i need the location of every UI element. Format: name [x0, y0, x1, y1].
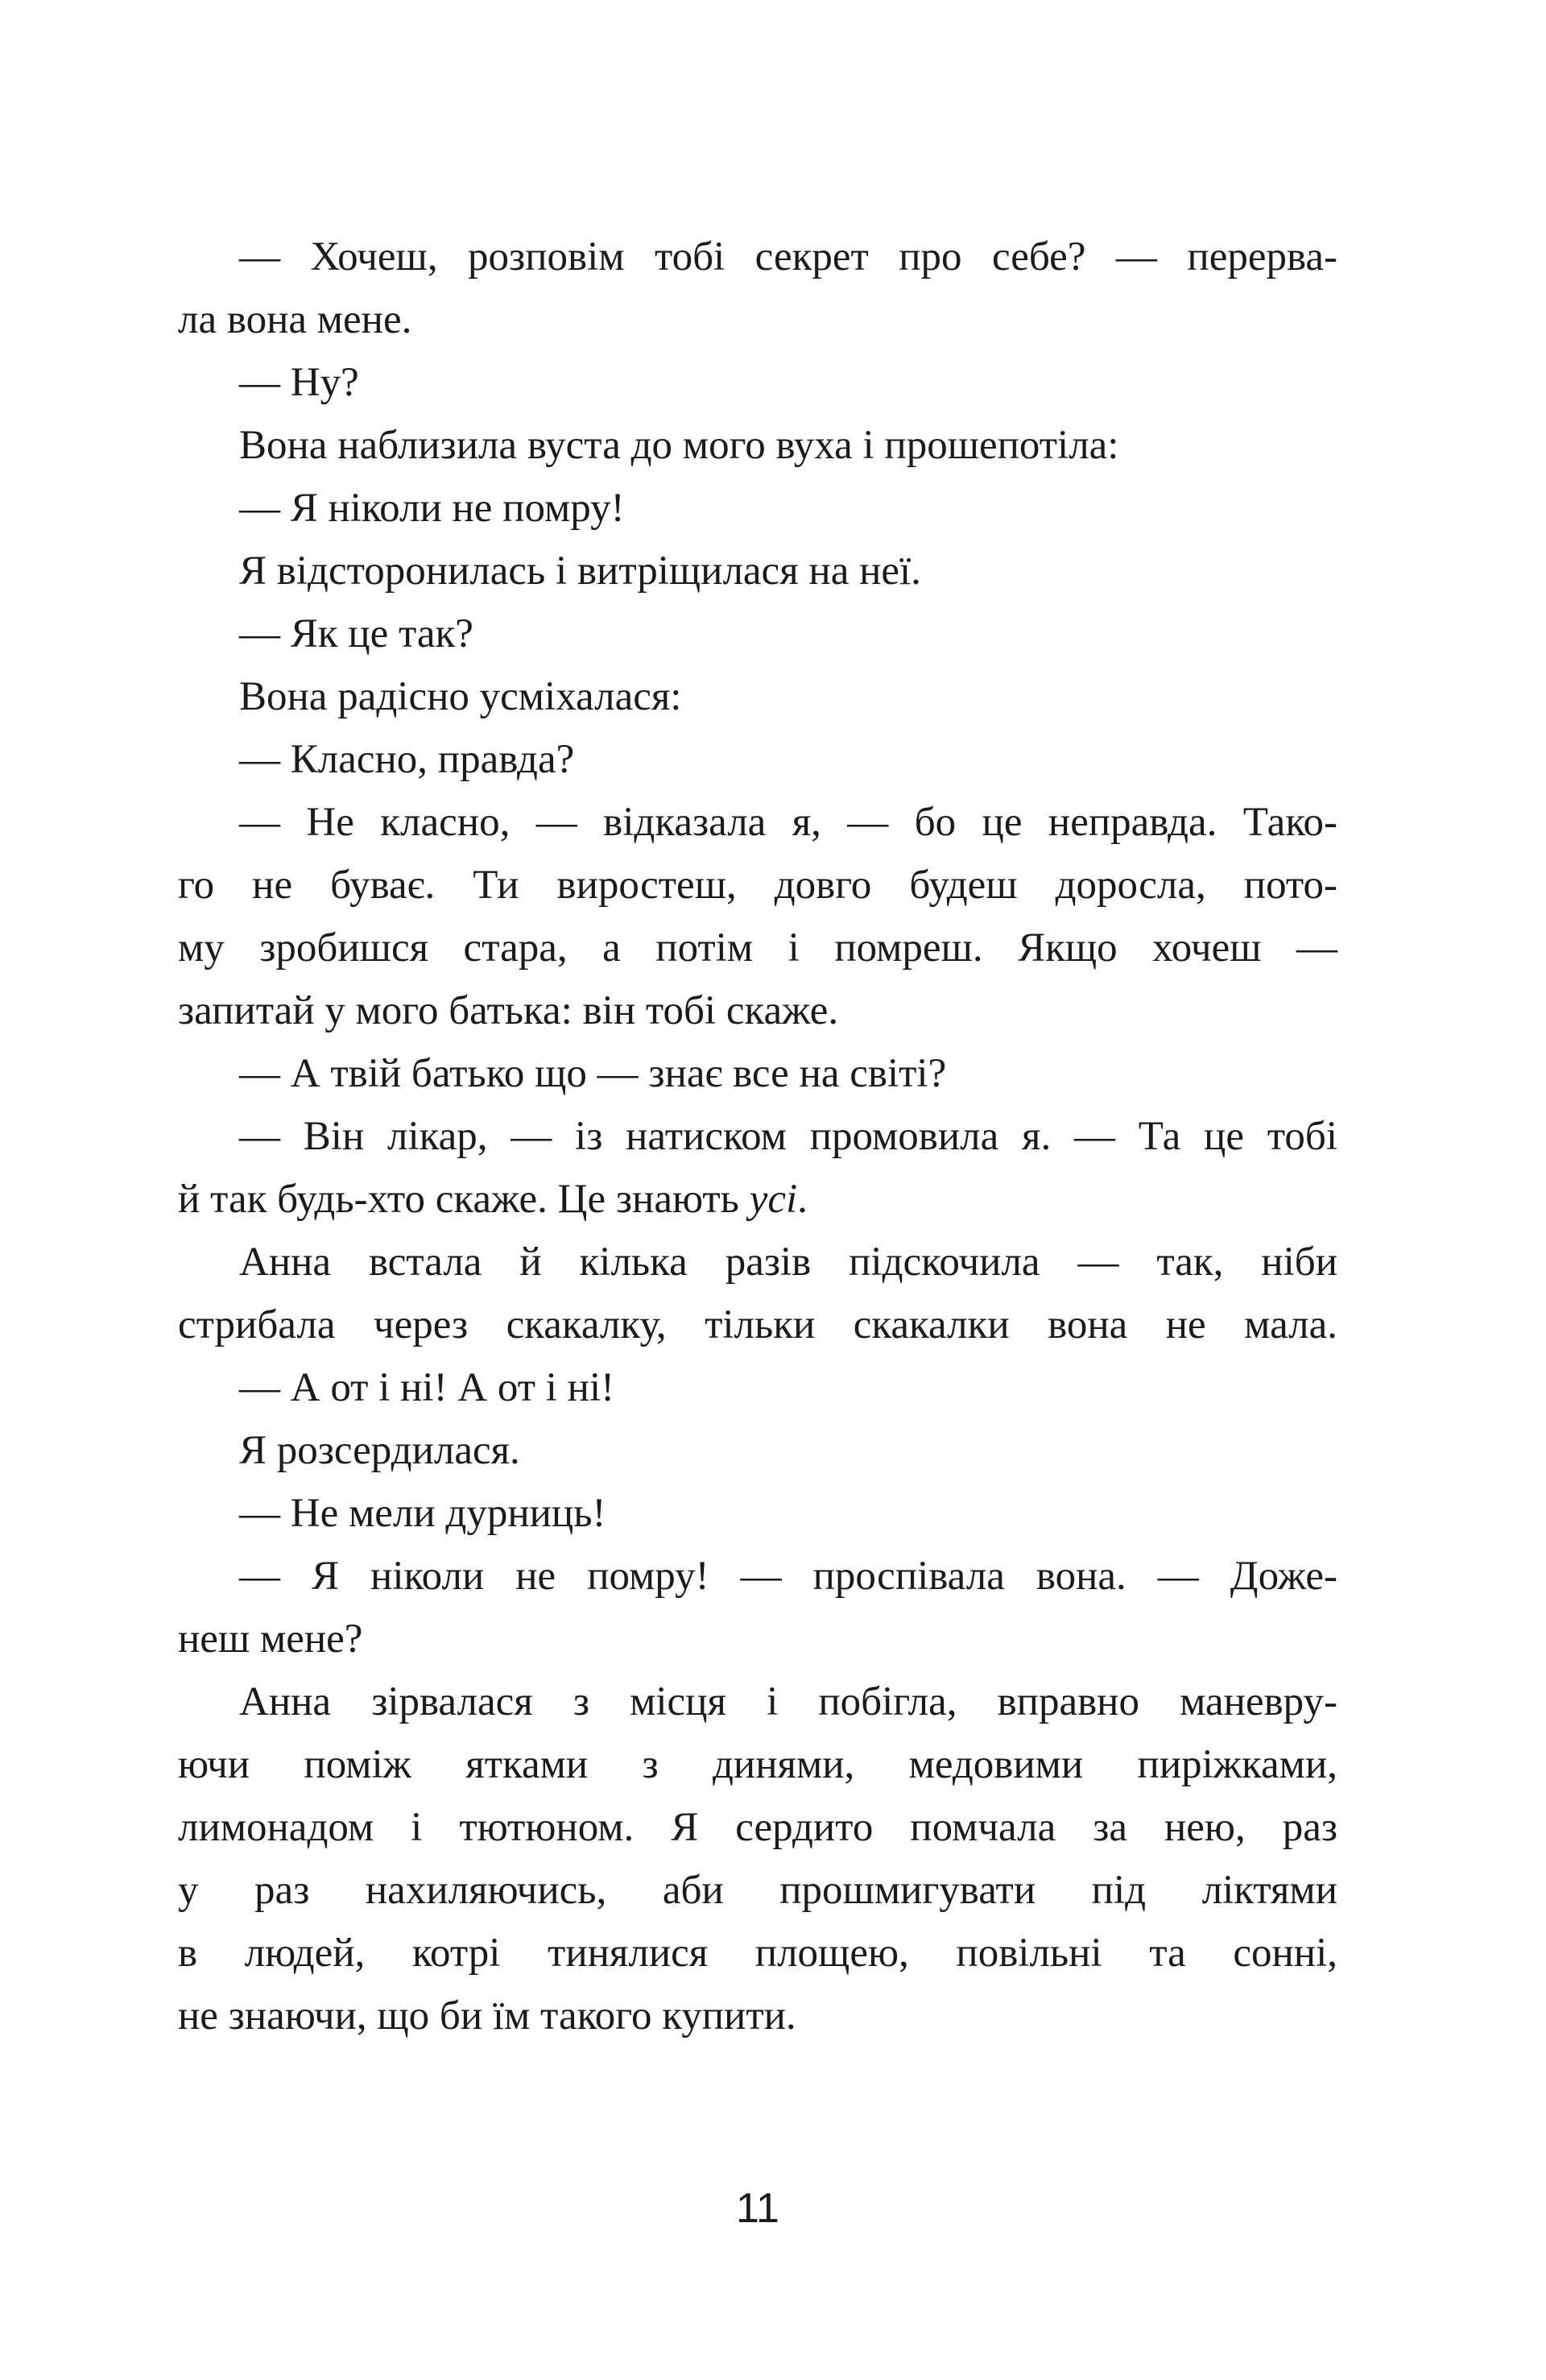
text-line: [178, 1356, 1337, 1419]
text-line-content: й так будь-хто скаже. Це знають: [178, 1177, 750, 1222]
body-text: [178, 226, 1337, 2047]
text-line: [178, 1168, 1337, 1231]
text-line-content: — Не мели дурниць!: [239, 1491, 606, 1536]
text-line: [178, 1231, 1337, 1293]
text-line: [178, 1670, 1337, 1733]
text-line: [178, 854, 1337, 917]
text-line-content: — Як це так?: [239, 611, 473, 656]
text-line-content: Я відсторонилась і витріщилася на неї.: [239, 548, 921, 594]
text-line: [178, 1419, 1337, 1482]
text-line: [178, 602, 1337, 665]
text-line: [178, 1922, 1337, 1985]
text-line-content: — Хочеш, розповім тобі секрет про себе? — перерва-: [239, 234, 1337, 279]
text-line-content: у раз нахиляючись, аби прошмигувати під ліктями: [178, 1868, 1337, 1913]
text-line-content: неш мене?: [178, 1616, 363, 1662]
text-line-content: — Ну?: [239, 360, 359, 405]
text-line: [178, 540, 1337, 602]
text-line: [178, 288, 1337, 351]
text-line: [178, 1796, 1337, 1859]
text-line: [178, 1985, 1337, 2047]
text-line: [178, 351, 1337, 414]
text-line: [178, 477, 1337, 540]
text-line: [178, 728, 1337, 791]
text-line-content: Анна встала й кілька разів підскочила — так, ніби: [239, 1240, 1337, 1285]
text-line: [178, 1293, 1337, 1356]
punctuation: .: [797, 1177, 808, 1222]
text-line: [178, 665, 1337, 728]
page-number: 11: [736, 2185, 779, 2232]
text-line-content: лимонадом і тютюном. Я сердито помчала за нею, раз: [178, 1805, 1337, 1850]
text-line: [178, 791, 1337, 854]
text-line-content: — Не класно, — відказала я, — бо це неправда. Тако-: [239, 800, 1337, 845]
text-line-content: му зробишся стара, а потім і помреш. Якщо хочеш —: [178, 925, 1337, 971]
text-line-content: — А от і ні! А от і ні!: [239, 1365, 615, 1410]
text-line-content: в людей, котрі тинялися площею, повільні та сонні,: [178, 1931, 1337, 1976]
text-line: [178, 1859, 1337, 1922]
text-line: [178, 917, 1337, 979]
text-line: [178, 1733, 1337, 1796]
text-line: [178, 226, 1337, 288]
text-line-content: — Він лікар, — із натиском промовила я. — Та це тобі: [239, 1114, 1337, 1159]
text-line-content: Я розсердилася.: [239, 1428, 520, 1473]
text-line: [178, 1545, 1337, 1608]
text-line-content: го не буває. Ти виростеш, довго будеш доросла, пото-: [178, 863, 1337, 908]
text-line: [178, 1105, 1337, 1168]
text-line: [178, 979, 1337, 1042]
text-line-content: Вона радісно усміхалася:: [239, 674, 682, 719]
text-line-content: стрибала через скакалку, тільки скакалки вона не мала.: [178, 1302, 1337, 1347]
text-line-content: ючи поміж ятками з динями, медовими пиріжками,: [178, 1742, 1337, 1787]
text-line: [178, 1482, 1337, 1545]
text-line-content: — Я ніколи не помру!: [239, 486, 625, 531]
text-line-content: не знаючи, що би їм такого купити.: [178, 1993, 796, 2039]
text-line: [178, 414, 1337, 477]
text-line-content: Анна зірвалася з місця і побігла, вправно маневру-: [239, 1679, 1337, 1724]
text-line-content: запитай у мого батька: він тобі скаже.: [178, 988, 839, 1033]
text-line-content: ла вона мене.: [178, 297, 412, 342]
text-line-content: Вона наблизила вуста до мого вуха і прошепотіла:: [239, 423, 1119, 468]
text-line: [178, 1608, 1337, 1670]
text-line-content: — Класно, правда?: [239, 737, 575, 782]
emphasis-text: усі: [749, 1177, 798, 1222]
text-line: [178, 1042, 1337, 1105]
text-line-content: — Я ніколи не помру! — проспівала вона. — Доже-: [239, 1554, 1337, 1599]
text-line-content: — А твій батько що — знає все на світі?: [239, 1051, 947, 1096]
